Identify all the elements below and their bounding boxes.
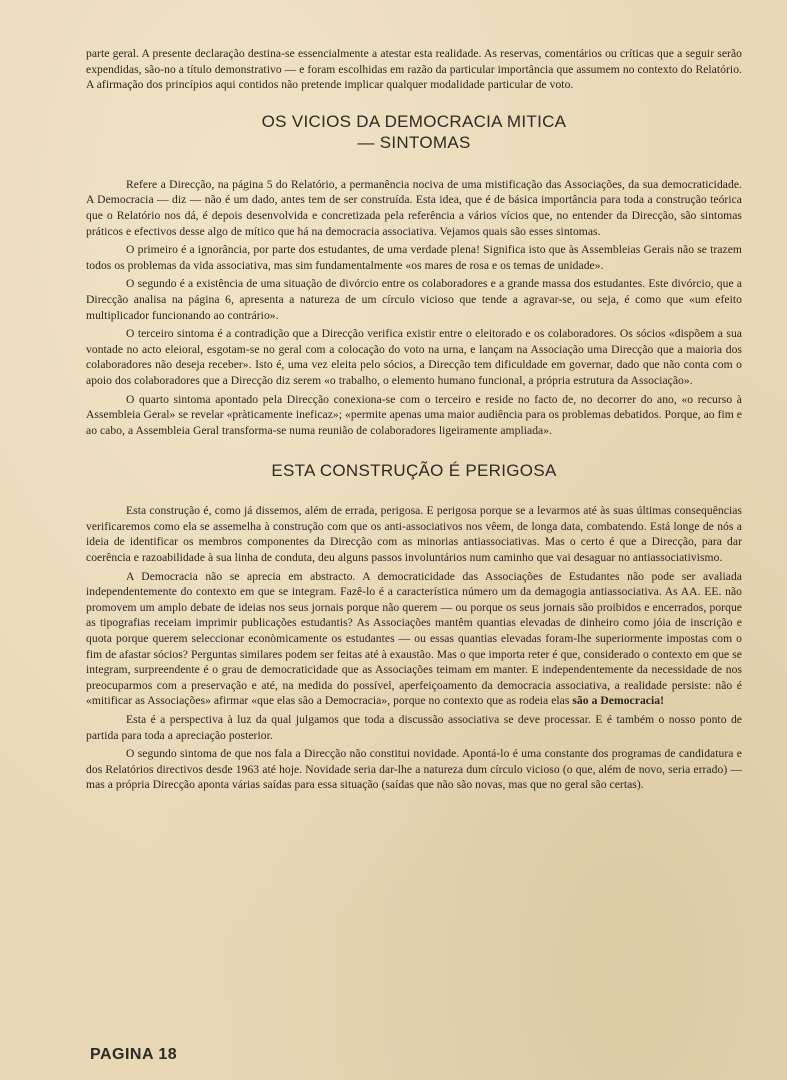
section-heading-line1: OS VICIOS DA DEMOCRACIA MITICA <box>261 111 567 131</box>
paragraph: Esta construção é, como já dissemos, além de errada, perigosa. E perigosa porque se a levarmos até às suas últimas consequências verificaremos como ela se assemelha à construção com que os anti-associativos nos vêem, de longa data, combatendo. Está longe de nós a ideia de identificar os membros componentes da Direcção com as minorias antiassociativas. Mas o certo é que a Direcção, para dar coerência e razoabilidade à sua linha de conduta, deu alguns passos involuntários num caminho que vai desaguar no antiassociativismo. <box>86 504 742 565</box>
paragraph: Refere a Direcção, na página 5 do Relatório, a permanência nociva de uma mistificação das Associações, da sua democraticidade. A Democracia — diz — não é um dado, antes tem de ser construída. Esta idea, que é de básica importância para toda a construção teórica que o Relatório nos dá, é depois desenvolvida e concretizada pela referência a vários vícios que, no entender da Direcção, são sintomas práticos e efectivos desse algo de mítico que há na democracia associativa. Vejamos quais são esses sintomas. <box>86 177 742 238</box>
intro-paragraph: parte geral. A presente declaração destina-se essencialmente a atestar esta realidade. As reservas, comentários ou críticas que a seguir serão expendidas, são-no a título demonstrativo — e foram escolhidas em razão da particular importância que assumem no contexto do Relatório. A afirmação dos princípios aqui contidos não pretende implicar qualquer modalidade particular de voto. <box>86 47 742 92</box>
page-content <box>86 46 742 796</box>
section-heading-title: ESTA CONSTRUÇÃO É PERIGOSA <box>271 461 557 481</box>
paragraph: Esta é a perspectiva à luz da qual julgamos que toda a discussão associativa se deve processar. E é também o nosso ponto de partida para toda a apreciação posterior. <box>86 713 742 742</box>
paragraph-text: A Democracia não se aprecia em abstracto. A democraticidade das Associações de Estudantes não pode ser avaliada independentemente do contexto em que se integram. Fazê-lo é a característica número um da demagogia antiassociativa. As AA. EE. não promovem um amplo debate de ideias nos seus jornais porque não querem — ou porque os seus jornais são proibidos e encerrados, porque as tipografias receiam imprimir publicações estudantis? As Associações mantêm quantias elevadas de dinheiro como jóia de inscrição e quota porque querem seleccionar econòmicamente os estudantes — ou essas quantias elevadas foram-lhe superiormente impostas com o fim de afastar sócios? Perguntas similares podem ser feitas até à exaustão. Mas o que importa reter é que, considerado o contexto em que se integram, surpreendente é o grau de democraticidade que as Associações teimam em manter. E independentemente da necessidade de nos preocuparmos com a preservação e até, na medida do possível, aperfeiçoamento da democracia associativa, a realidade persiste: não é «mitificar as Associações» afirmar «que elas são a Democracia», porque no contexto que as rodeia elas <box>86 569 742 708</box>
page-number: PAGINA 18 <box>90 1046 178 1063</box>
paragraph: O segundo sintoma de que nos fala a Direcção não constitui novidade. Apontá-lo é uma constante dos programas de candidatura e dos Relatórios directivos desde 1963 até hoje. Novidade seria dar-lhe a natureza dum círculo vicioso (o que, além de novo, seria errado) — mas a própria Direcção aponta várias saídas para essa situação (saídas que não são novas, mas que no geral são certas). <box>86 747 742 792</box>
paragraph: O primeiro é a ignorância, por parte dos estudantes, de uma verdade plena! Significa isto que às Assembleias Gerais não se trazem todos os problemas da vida associativa, mas sim fundamentalmente «os mares de rosa e os temas de unidade». <box>86 243 742 272</box>
paragraph: O quarto sintoma apontado pela Direcção conexiona-se com o terceiro e reside no facto de, no decorrer do ano, «o recurso à Assembleia Geral» se revelar «pràticamente ineficaz»; «permite apenas uma maior audiência para os problemas debatidos. Porque, ao fim e ao cabo, a Assembleia Geral transforma-se numa reunião de colaboradores ligeiramente ampliada». <box>86 392 742 437</box>
section-heading-vicios <box>86 111 742 153</box>
paragraph: O segundo é a existência de uma situação de divórcio entre os colaboradores e a grande massa dos estudantes. Este divórcio, que a Direcção analisa na página 6, apresenta a natureza de um círculo vicioso que tende a agravar-se, ou seja, é como que «um efeito multiplicador funcionando ao contrário». <box>86 277 742 322</box>
paragraph <box>86 569 742 709</box>
section-heading-line2: — SINTOMAS <box>357 132 471 152</box>
emphasis-text: são a Democracia! <box>572 694 665 708</box>
section-heading-construcao <box>86 460 742 481</box>
paragraph: O terceiro sintoma é a contradição que a Direcção verifica existir entre o eleitorado e os colaboradores. Os sócios «dispõem a sua vontade no acto eleioral, esgotam-se no geral com a colocação do voto na urna, e lançam na Associação uma Direcção que a maioria dos colaboradores não deseja receber». Isto é, uma vez eleita pelo sócios, a Direcção tem dificuldade em governar, dado que não conta com o apoio dos colaboradores que a Direcção diz serem «o trabalho, o elemento humano funcional, a própria estrutura da Associação». <box>86 327 742 387</box>
